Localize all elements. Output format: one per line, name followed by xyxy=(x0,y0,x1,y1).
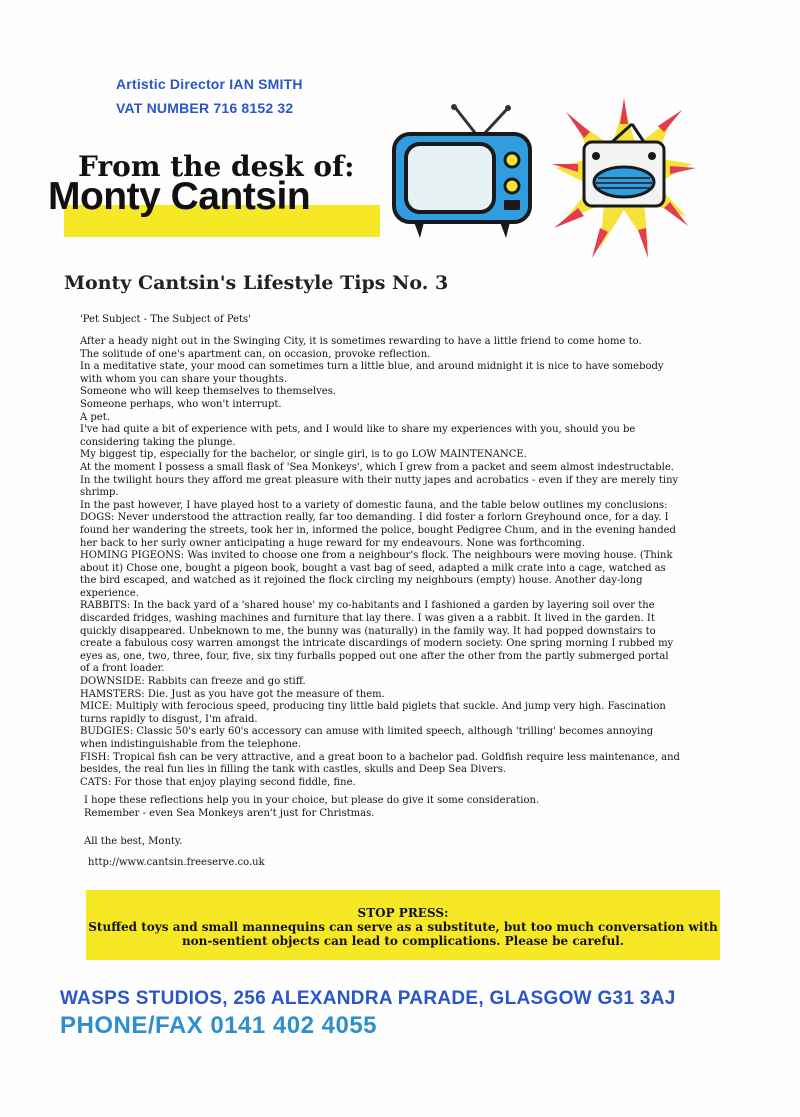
artistic-director-line: Artistic Director IAN SMITH xyxy=(116,76,303,92)
paragraph-hamsters: HAMSTERS: Die. Just as you have got the measure of them. xyxy=(80,688,385,700)
paragraph: Someone perhaps, who won't interrupt. xyxy=(80,398,282,410)
vat-number-line: VAT NUMBER 716 8152 32 xyxy=(116,100,294,116)
closing-line: I hope these reflections help you in your choice, but please do give it some consideration. xyxy=(84,795,540,806)
closing-line: Remember - even Sea Monkeys aren't just for Christmas. xyxy=(84,807,375,819)
paragraph-budgies: BUDGIES: Classic 50's early 60's accessory can amuse with limited speech, although 'trilling' becomes annoying when indistinguishable from the telephone. xyxy=(80,726,654,750)
from-the-desk-label: From the desk of: xyxy=(78,150,355,183)
paragraph-mice: MICE: Multiply with ferocious speed, producing tiny little bald piglets that suckle. And jump very high. Fascination turns rapidly to disgust, I'm afraid. xyxy=(80,701,666,725)
lifestyle-tips-title: Monty Cantsin's Lifestyle Tips No. 3 xyxy=(64,272,449,294)
paragraph: At the moment I possess a small flask of 'Sea Monkeys', which I grew from a packet and seem almost indestructable. In the twilight hours they afford me great pleasure with their nutty japes and acrobatics - even if they are merely tiny shrimp. xyxy=(80,461,679,499)
stop-press-text: Stuffed toys and small mannequins can serve as a substitute, but too much conversation with non-sentient objects can lead to complications. Please be careful. xyxy=(88,920,718,948)
paragraph: Someone who will keep themselves to themselves. xyxy=(80,386,337,398)
stop-press-title: STOP PRESS: xyxy=(357,906,449,920)
signoff: All the best, Monty. xyxy=(84,836,183,847)
paragraph-cats: CATS: For those that enjoy playing second fiddle, fine. xyxy=(80,776,356,788)
phone-fax: PHONE/FAX 0141 402 4055 xyxy=(60,1012,378,1039)
paragraph: In the past however, I have played host to a variety of domestic fauna, and the table below outlines my conclusions: xyxy=(80,499,668,511)
paragraph: I've had quite a bit of experience with pets, and I would like to share my experiences with you, should you be considering taking the plunge. xyxy=(80,424,636,448)
website-url: http://www.cantsin.freeserve.co.uk xyxy=(88,857,265,868)
paragraph: The solitude of one's apartment can, on occasion, provoke reflection. xyxy=(80,348,431,360)
paragraph-fish: FISH: Tropical fish can be very attractive, and a great boon to a bachelor pad. Goldfish require less maintenance, and besides, the real fun lies in filling the tank with castles, skulls and Deep Sea Divers. xyxy=(80,751,680,776)
paragraph-dogs: DOGS: Never understood the attraction really, far too demanding. I did foster a forlorn Greyhound once, for a day. I found her wandering the streets, took her in, informed the police, bought Pedigree Chum, and in the evening handed her back to her surly owner anticipating a huge reward for my endeavours. None was forthcoming. xyxy=(80,512,676,549)
paragraph: After a heady night out in the Swinging City, it is sometimes rewarding to have a little friend to come home to. xyxy=(80,336,642,347)
paragraph-rabbits: RABBITS: In the back yard of a 'shared house' my co-habitants and I fashioned a garden by layering soil over the discarded fridges, washing machines and furniture that lay there. I was given a a rabbit. It lived in the garden. It quickly disappeared. Unbeknown to me, the bunny was (naturally) in the family way. It had popped downstairs to create a fabulous cosy warren amongst the intricate discardings of modern society. One spring morning I rubbed my eyes as, one, two, three, four, five, six tiny furballs popped out one after the other from the partly submerged portal of a front loader. xyxy=(80,600,674,675)
retro-tv-icon xyxy=(384,104,544,240)
retro-radio-icon xyxy=(552,98,696,258)
letter-body xyxy=(80,336,680,789)
paragraph: My biggest tip, especially for the bachelor, or single girl, is to go LOW MAINTENANCE. xyxy=(80,449,527,461)
paragraph-homing-pigeons: HOMING PIGEONS: Was invited to choose one from a neighbour's flock. The neighbours were moving house. (Think about it) Chose one, bought a pigeon book, bought a vast bag of seed, adapted a milk crate into a cage, watched as the bird escaped, and watched as it rejoined the flock circling my neighbours (empty) house. Another day-long experience. xyxy=(80,550,673,599)
letter-closing xyxy=(84,795,684,820)
paragraph: In a meditative state, your mood can sometimes turn a little blue, and around midnight it is nice to have somebody with whom you can share your thoughts. xyxy=(80,361,664,385)
paragraph-downside: DOWNSIDE: Rabbits can freeze and go stiff. xyxy=(80,676,306,688)
letter-subtitle: 'Pet Subject - The Subject of Pets' xyxy=(80,314,251,325)
studio-address: WASPS STUDIOS, 256 ALEXANDRA PARADE, GLASGOW G31 3AJ xyxy=(60,988,676,1009)
paragraph: A pet. xyxy=(80,411,110,423)
desk-owner-name: Monty Cantsin xyxy=(48,175,311,218)
